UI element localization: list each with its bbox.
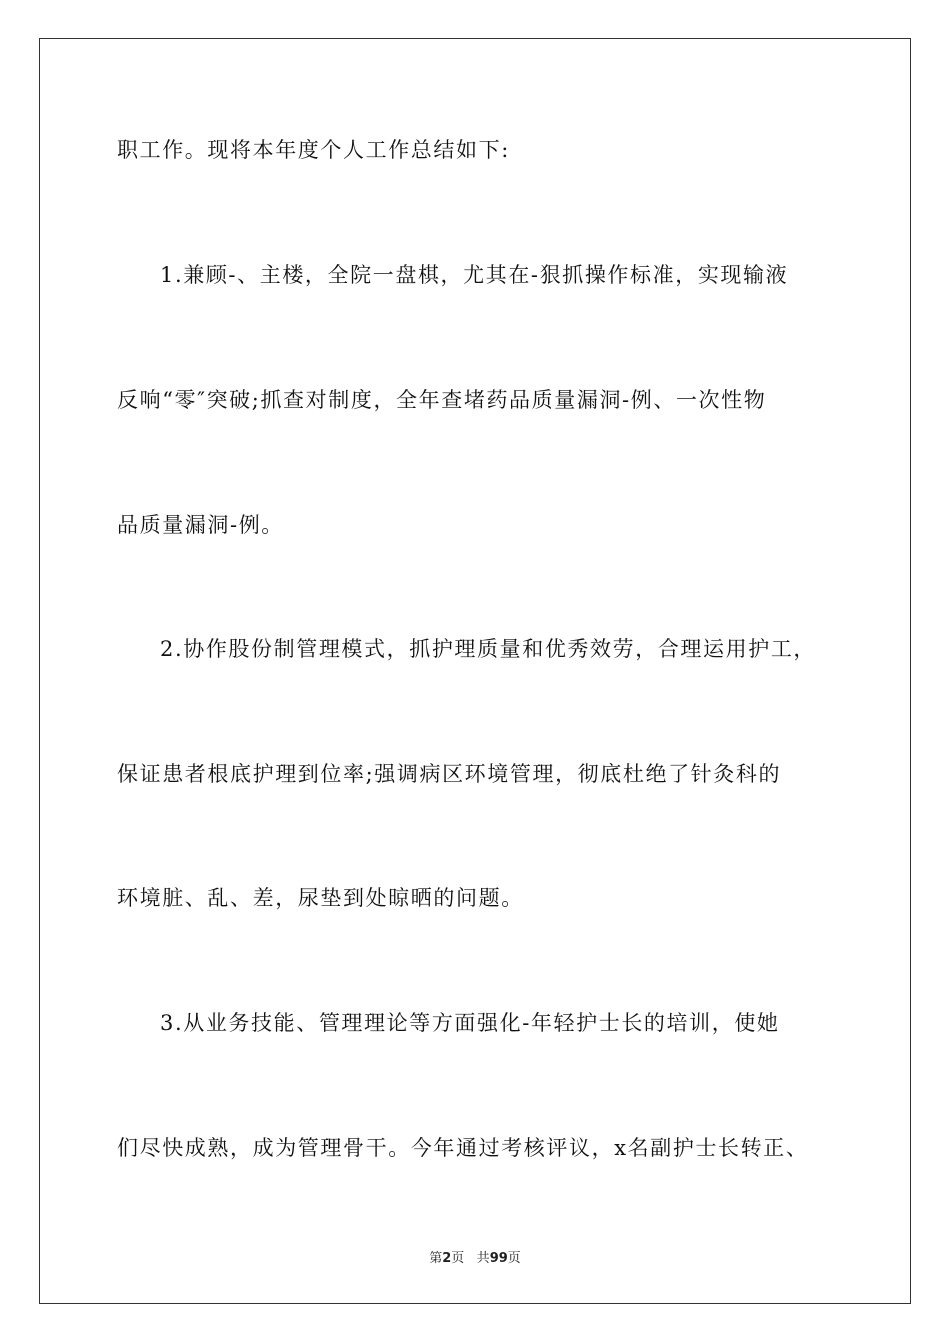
paragraph-line: 反响“零″突破;抓查对制度，全年查堵药品质量漏洞-例、一次性物	[117, 388, 767, 412]
page-footer	[0, 1247, 950, 1266]
paragraph-line: 职工作。现将本年度个人工作总结如下:	[117, 138, 510, 162]
paragraph-line: 1.兼顾-、主楼，全院一盘棋，尤其在-狠抓操作标准，实现输液	[160, 263, 789, 287]
paragraph-line: 保证患者根底护理到位率;强调病区环境管理，彻底杜绝了针灸科的	[117, 762, 782, 786]
paragraph-line: 3.从业务技能、管理理论等方面强化-年轻护士长的培训，使她	[160, 1011, 780, 1035]
page-suffix: 页	[451, 1251, 465, 1266]
total-suffix: 页	[507, 1251, 521, 1266]
total-prefix: 共	[476, 1251, 490, 1266]
page-border	[39, 38, 911, 1304]
page-prefix: 第	[429, 1251, 443, 1266]
total-pages: 99	[489, 1251, 508, 1266]
page-number: 2	[442, 1251, 452, 1266]
paragraph-line: 2.协作股份制管理模式，抓护理质量和优秀效劳，合理运用护工，	[160, 637, 817, 661]
paragraph-line: 环境脏、乱、差，尿垫到处晾晒的问题。	[117, 886, 524, 910]
paragraph-line: 品质量漏洞-例。	[117, 513, 284, 537]
paragraph-line: 们尽快成熟，成为管理骨干。今年通过考核评议，x名副护士长转正、	[117, 1136, 809, 1160]
